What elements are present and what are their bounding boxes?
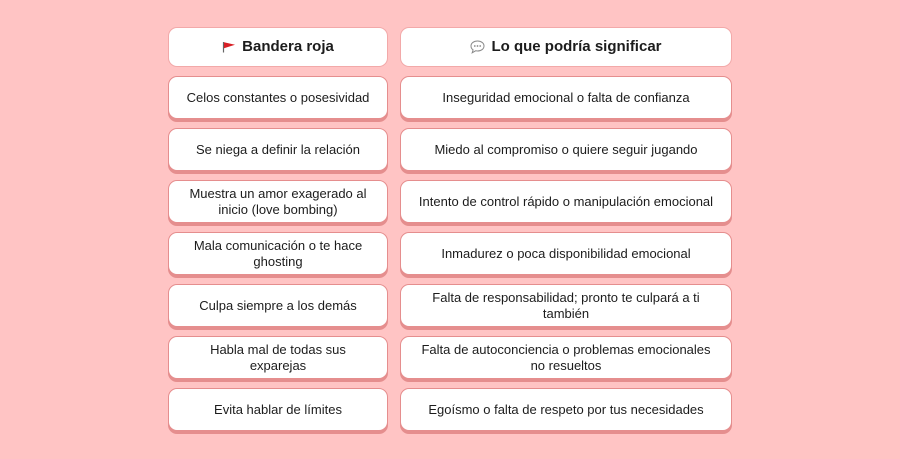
header-meaning — [400, 27, 732, 67]
flag-cell: Mala comunicación o te hace ghosting — [168, 232, 388, 275]
flag-cell: Celos constantes o posesividad — [168, 76, 388, 119]
meaning-cell: Inmadurez o poca disponibilidad emocional — [400, 232, 732, 275]
header-red-flag-label: Bandera roja — [242, 38, 334, 55]
meaning-cell: Falta de autoconciencia o problemas emocionales no resueltos — [400, 336, 732, 379]
flag-cell: Evita hablar de límites — [168, 388, 388, 431]
meaning-cell: Falta de responsabilidad; pronto te culpará a ti también — [400, 284, 732, 327]
flag-cell: Habla mal de todas sus exparejas — [168, 336, 388, 379]
red-flags-table — [168, 27, 732, 431]
red-flag-icon — [222, 41, 236, 53]
flag-cell: Se niega a definir la relación — [168, 128, 388, 171]
meaning-cell: Egoísmo o falta de respeto por tus necesidades — [400, 388, 732, 431]
speech-bubble-icon — [470, 40, 485, 54]
flag-cell: Culpa siempre a los demás — [168, 284, 388, 327]
meaning-cell: Inseguridad emocional o falta de confianza — [400, 76, 732, 119]
header-meaning-label: Lo que podría significar — [491, 38, 662, 55]
flag-cell: Muestra un amor exagerado al inicio (love bombing) — [168, 180, 388, 223]
header-red-flag — [168, 27, 388, 67]
meaning-cell: Intento de control rápido o manipulación emocional — [400, 180, 732, 223]
meaning-cell: Miedo al compromiso o quiere seguir jugando — [400, 128, 732, 171]
